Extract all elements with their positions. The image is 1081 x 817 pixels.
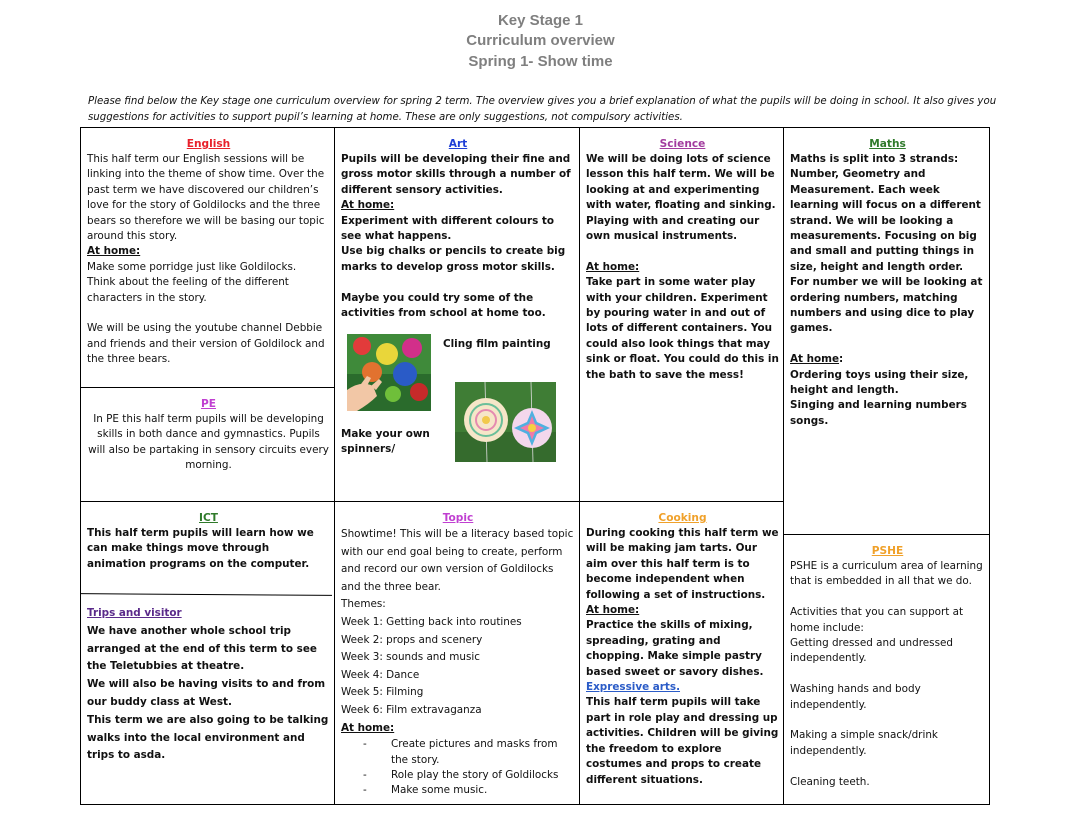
topic-intro: Showtime! This will be a literacy based topic with our end goal being to create, perform and record our own version of Goldilocks and the three bear.: [341, 528, 574, 593]
pshe-snack: Making a simple snack/drink independently.: [790, 729, 938, 757]
list-item: - Create pictures and masks from the story.: [363, 737, 575, 768]
cooking-at-home-label: At home:: [586, 604, 640, 617]
ict-cell: [81, 510, 334, 572]
ict-text: This half term pupils will learn how we can make things move through animation programs on the computer.: [87, 527, 314, 570]
pshe-washing: Washing hands and body independently.: [790, 683, 921, 711]
maths-home-songs: Singing and learning numbers songs.: [790, 399, 967, 427]
cooking-cell: [580, 510, 783, 788]
maths-intro: Maths is split into 3 strands: Number, Geometry and Measurement. Each week learning will focus on a different strand. We will be looking a measurements. Focusing on big and small and putting things in size, height and length order. For number we will be looking at ordering numbers, matching numbers and using dice to play games.: [790, 153, 983, 335]
topic-week: Week 4: Dance: [341, 668, 420, 681]
maths-title: Maths: [869, 138, 906, 150]
pshe-teeth: Cleaning teeth.: [790, 775, 870, 788]
topic-week: Week 6: Film extravaganza: [341, 703, 482, 716]
english-youtube: We will be using the youtube channel Debbie and friends and their version of Goldilock and the three bears.: [87, 322, 325, 366]
trips-walks: This term we are also going to be talking walks into the local environment and trips to asda.: [87, 713, 329, 762]
spinners-image: [455, 382, 556, 462]
topic-week: Week 3: sounds and music: [341, 651, 481, 664]
science-cell: [580, 136, 783, 383]
list-item: - Role play the story of Goldilocks: [363, 768, 575, 783]
science-at-home-label: At home:: [586, 260, 640, 273]
art-intro: Pupils will be developing their fine and gross motor skills through a number of different sensory activities.: [341, 153, 571, 196]
science-title: Science: [659, 138, 706, 150]
expressive-arts-text: This half term pupils will take part in role play and dressing up activities. Children will be giving the freedom to explore costumes and props to create different situations.: [586, 696, 779, 786]
art-at-home-label: At home:: [341, 199, 395, 212]
maths-at-home-label: At home: [790, 353, 840, 366]
title-curriculum-overview: Curriculum overview: [466, 32, 615, 49]
list-item: - Make some music.: [363, 783, 575, 798]
topic-home-list: [341, 737, 575, 799]
english-title: English: [186, 138, 231, 150]
art-cell: [335, 136, 579, 321]
art-home-colours: Experiment with different colours to see what happens.: [341, 214, 555, 243]
ict-title: ICT: [199, 512, 218, 524]
pshe-title: PSHE: [871, 545, 904, 557]
pshe-activities: Activities that you can support at home include:: [790, 606, 964, 634]
title-key-stage: Key Stage 1: [497, 12, 584, 29]
topic-week: Week 1: Getting back into routines: [341, 615, 522, 628]
expressive-arts-title: Expressive arts.: [586, 681, 681, 694]
science-intro: We will be doing lots of science lesson this half term. We will be looking at and experimenting with water, floating and sinking. Playing with and creating our own musical instruments.: [586, 153, 776, 243]
topic-cell: [335, 510, 579, 799]
english-cell: [81, 136, 334, 368]
topic-at-home-label: At home:: [341, 721, 395, 734]
cling-film-painting-image: [347, 334, 431, 411]
cooking-title: Cooking: [658, 512, 707, 524]
english-home-porridge: Make some porridge just like Goldilocks.: [87, 260, 297, 273]
trips-title: Trips and visitor: [87, 607, 182, 619]
maths-at-home-colon: :: [839, 353, 844, 366]
pe-text: In PE this half term pupils will be developing skills in both dance and gymnastics. Pupils will also be partaking in sensory circuits every morning.: [88, 413, 329, 472]
trips-cell: [81, 605, 334, 765]
trips-teletubbies: We have another whole school trip arranged at the end of this term to see the Teletubbies at theatre.: [87, 624, 317, 673]
english-intro: This half term our English sessions will be linking into the theme of show time. Over the past term we have discovered our children’s love for the story of Goldilocks and the three bears so therefore we will be basing our topic around this story.: [87, 153, 325, 243]
cooking-intro: During cooking this half term we will be making jam tarts. Our aim over this half term is to become independent when following a set of instructions.: [586, 527, 779, 601]
art-title: Art: [448, 138, 468, 150]
topic-week: Week 5: Filming: [341, 686, 424, 699]
pshe-intro: PSHE is a curriculum area of learning that is embedded in all that we do.: [790, 560, 983, 588]
art-home-school: Maybe you could try some of the activities from school at home too.: [341, 291, 546, 320]
topic-week: Week 2: props and scenery: [341, 633, 483, 646]
pe-title: PE: [200, 398, 216, 410]
trips-buddy-class: We will also be having visits to and from our buddy class at West.: [87, 678, 326, 708]
english-at-home-label: At home:: [87, 245, 141, 258]
topic-title: Topic: [442, 512, 474, 524]
topic-themes-label: Themes:: [341, 598, 386, 611]
maths-cell: [784, 136, 989, 429]
cling-film-caption: Cling film painting: [443, 338, 551, 350]
english-home-feelings: Think about the feeling of the different characters in the story.: [87, 276, 289, 304]
title-term: Spring 1- Show time: [468, 53, 613, 70]
science-home-text: Take part in some water play with your children. Experiment by pouring water in and out of lots of different containers. You could also look things that may sink or float. You could do this in the bath to save the mess!: [586, 276, 779, 381]
spinners-caption: Make your own spinners/: [341, 428, 430, 456]
cooking-home-text: Practice the skills of mixing, spreading, grating and chopping. Make simple pastry based sweet or savory dishes.: [586, 619, 764, 678]
pshe-dressed: Getting dressed and undressed independently.: [790, 637, 953, 665]
maths-home-ordering: Ordering toys using their size, height and length.: [790, 368, 969, 397]
intro-text: Please find below the Key stage one curriculum overview for spring 2 term. The overview gives you a brief explanation of what the pupils will be doing in school. It also gives you suggestions for activities to support pupil’s learning at home. These are only suggestions, not compulsory activities.: [88, 96, 997, 123]
art-home-chalks: Use big chalks or pencils to create big marks to develop gross motor skills.: [341, 245, 566, 273]
pshe-cell: [784, 543, 989, 790]
pe-cell: [81, 396, 334, 474]
